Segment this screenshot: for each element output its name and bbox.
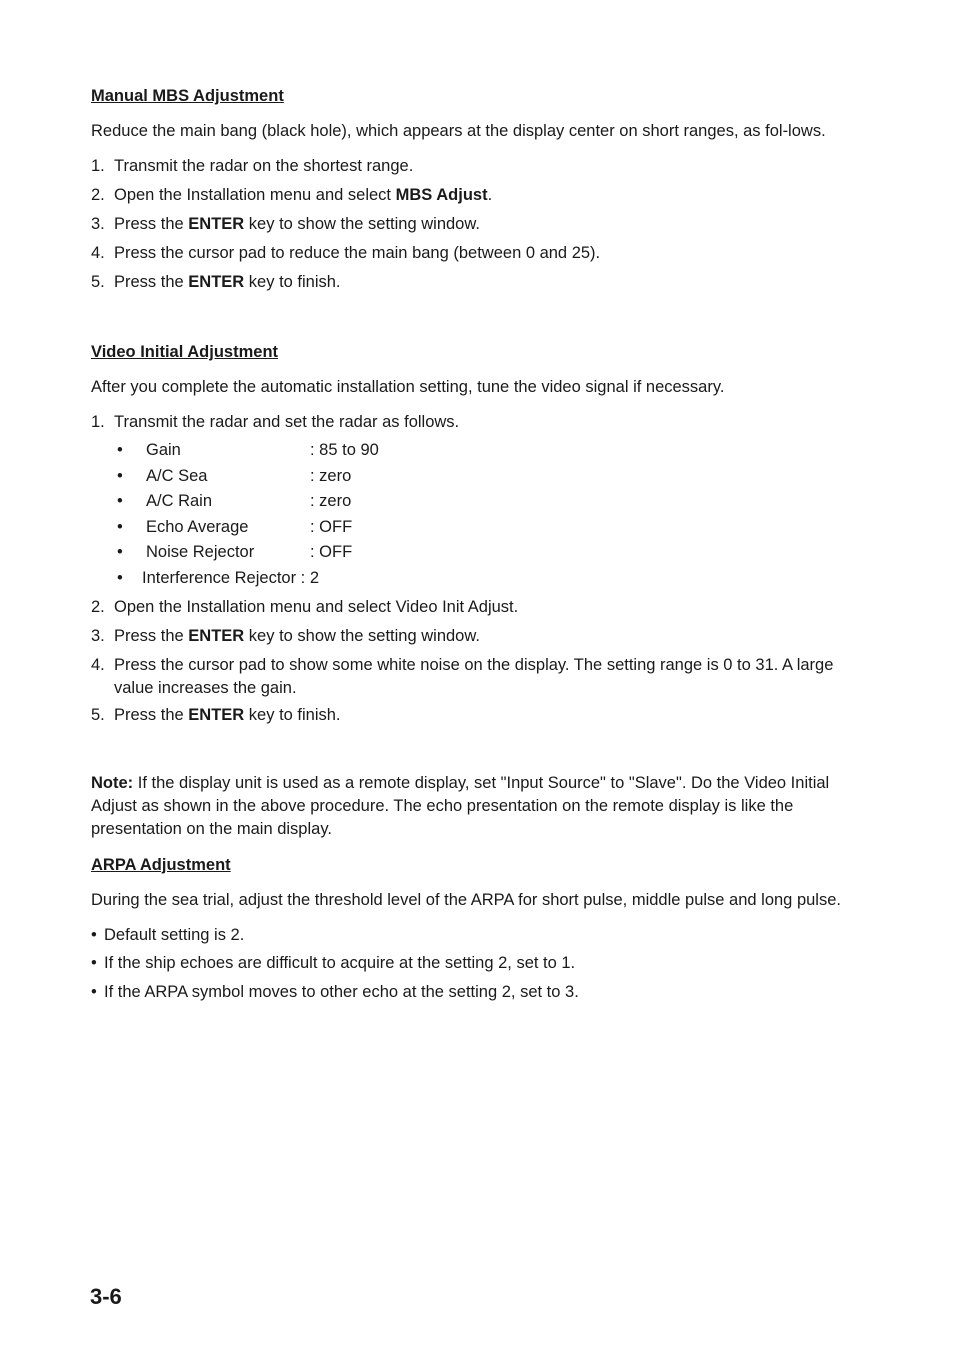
step-text: Press the [114, 626, 189, 645]
mbs-heading: Manual MBS Adjustment [91, 87, 284, 105]
setting-value: : 85 to 90 [310, 441, 379, 459]
mbs-step [91, 213, 843, 236]
video-step [91, 704, 843, 727]
bullet-icon: • [91, 925, 97, 944]
setting-label: A/C Rain [146, 492, 213, 510]
step-text: Open the Installation menu and select [114, 186, 396, 204]
video-heading: Video Initial Adjustment [91, 343, 279, 361]
video-settings-list [91, 439, 843, 590]
step-text: Transmit the radar on the shortest range. [114, 157, 414, 175]
arpa-bullet-item [91, 924, 843, 947]
step-number: 5. [91, 273, 105, 291]
note-text: If the display unit is used as a remote display, set "Input Source" to "Slave". Do the Video Initial Adjust as shown in the above procedure. The echo presentation on the remote display is like the presentation on the main display. [91, 773, 830, 838]
setting-value: : OFF [310, 543, 353, 561]
note-label: Note: [91, 773, 134, 792]
step-number: 3. [91, 215, 105, 233]
mbs-step [91, 155, 843, 178]
step-number: 2. [91, 186, 105, 204]
setting-item [91, 465, 843, 488]
bullet-icon: • [91, 954, 97, 972]
step-text-end: . [487, 186, 493, 204]
setting-value: : zero [310, 492, 352, 510]
mbs-step [91, 271, 843, 294]
bullet-icon: • [117, 492, 123, 510]
mbs-step [91, 184, 843, 207]
bullet-text: Default setting is 2. [104, 925, 245, 944]
step-bold-text: MBS Adjust [395, 186, 488, 204]
step-text: Open the Installation menu and select Video Init Adjust. [114, 597, 519, 616]
setting-item [91, 516, 843, 539]
video-steps [91, 411, 843, 727]
document-body [91, 86, 843, 1009]
step-text-end: key to show the setting window. [244, 215, 480, 233]
setting-value: : zero [310, 466, 352, 485]
video-step [91, 411, 843, 434]
arpa-bullet-item [91, 981, 843, 1004]
step-number: 4. [91, 244, 105, 262]
setting-item [91, 541, 843, 564]
video-intro: After you complete the automatic installation setting, tune the video signal if necessary. [91, 378, 725, 396]
step-number: 4. [91, 655, 105, 674]
setting-item [91, 439, 843, 462]
video-step [91, 625, 843, 648]
mbs-steps [91, 155, 843, 294]
setting-item [91, 490, 843, 513]
step-text-end: key to finish. [244, 705, 341, 724]
bullet-icon: • [117, 441, 123, 459]
arpa-heading: ARPA Adjustment [91, 855, 231, 874]
video-step [91, 654, 843, 700]
setting-label: Noise Rejector [146, 543, 255, 561]
step-text-end: key to finish. [244, 273, 341, 291]
arpa-bullets [91, 924, 843, 1004]
setting-item [91, 567, 843, 590]
step-bold-text: ENTER [188, 215, 245, 233]
step-number: 1. [91, 413, 105, 431]
bullet-icon: • [91, 982, 97, 1001]
video-step [91, 596, 843, 619]
mbs-intro: Reduce the main bang (black hole), which appears at the display center on short ranges, as fol-lows. [91, 122, 826, 140]
setting-text: Interference Rejector : 2 [142, 568, 320, 587]
step-text-end: key to show the setting window. [244, 626, 480, 645]
step-number: 3. [91, 626, 105, 645]
arpa-intro: During the sea trial, adjust the threshold level of the ARPA for short pulse, middle pulse and long pulse. [91, 890, 841, 909]
step-number: 5. [91, 705, 105, 724]
bullet-icon: • [117, 466, 123, 485]
arpa-bullet-item [91, 952, 843, 975]
step-text: Press the cursor pad to show some white noise on the display. The setting range is 0 to 31. A large value increases the gain. [114, 655, 834, 697]
bullet-text: If the ARPA symbol moves to other echo at the setting 2, set to 3. [104, 982, 579, 1001]
step-text: Transmit the radar and set the radar as follows. [114, 413, 460, 431]
step-number: 1. [91, 157, 105, 175]
bullet-icon: • [117, 543, 123, 561]
step-text: Press the [114, 705, 189, 724]
step-text: Press the [114, 273, 189, 291]
bullet-text: If the ship echoes are difficult to acquire at the setting 2, set to 1. [104, 954, 576, 972]
setting-value: : OFF [310, 517, 353, 536]
bullet-icon: • [117, 568, 123, 587]
setting-label: Gain [146, 441, 181, 459]
step-number: 2. [91, 597, 105, 616]
mbs-step [91, 242, 843, 265]
bullet-icon: • [117, 517, 123, 536]
step-bold-text: ENTER [188, 705, 245, 724]
setting-label: A/C Sea [146, 466, 208, 485]
step-text: Press the [114, 215, 189, 233]
step-bold-text: ENTER [188, 626, 245, 645]
page-number: 3-6 [90, 1284, 122, 1309]
step-text: Press the cursor pad to reduce the main bang (between 0 and 25). [114, 244, 601, 262]
setting-label: Echo Average [146, 517, 249, 536]
note-paragraph [91, 772, 843, 841]
step-bold-text: ENTER [188, 273, 245, 291]
